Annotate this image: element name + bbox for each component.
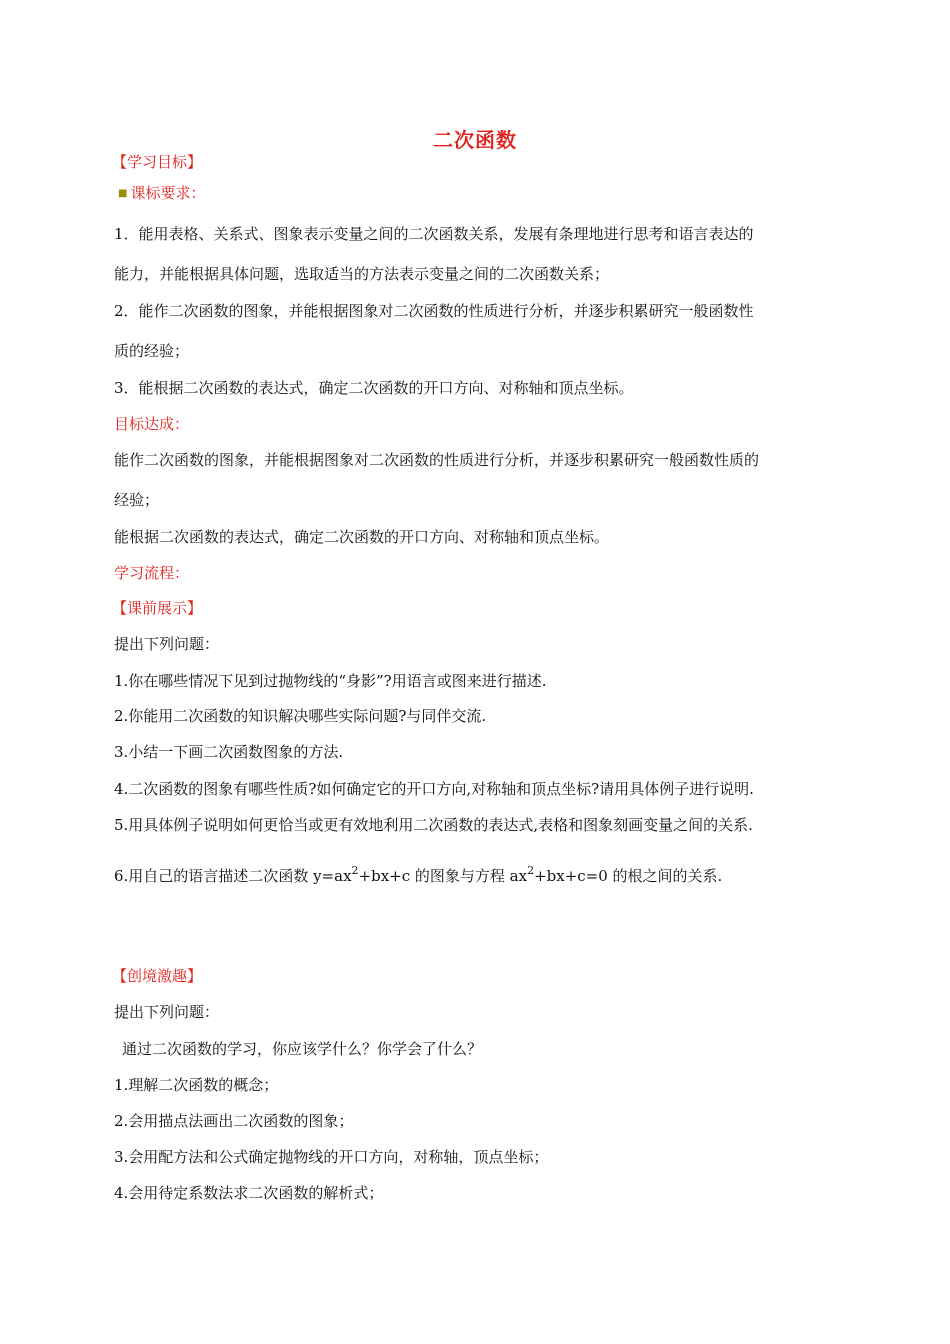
q6-part2: +bx+c 的图象与方程 ax — [358, 867, 528, 885]
q6-exponent: 2 — [351, 864, 359, 877]
bullet-dot-icon: ■ — [118, 188, 128, 199]
goals-header: 【学习目标】 — [112, 153, 203, 171]
intro-text: 通过二次函数的学习，你应该学什么？你学会了什么？ — [122, 1040, 483, 1058]
scenario-header: 【创境激趣】 — [112, 967, 203, 985]
requirement-line: 质的经验； — [114, 342, 190, 360]
preclass-header: 【课前展示】 — [112, 599, 203, 617]
achieve-line: 经验； — [114, 491, 160, 509]
list-item: 3.会用配方法和公式确定抛物线的开口方向，对称轴，顶点坐标； — [114, 1148, 549, 1166]
requirement-line: 能力，并能根据具体问题，选取适当的方法表示变量之间的二次函数关系； — [114, 265, 610, 283]
requirement-line: 2．能作二次函数的图象，并能根据图象对二次函数的性质进行分析，并逐步积累研究一般函数性 — [114, 302, 754, 320]
prompt-text-2: 提出下列问题： — [114, 1003, 220, 1021]
curriculum-label-row — [118, 183, 205, 206]
question-item: 5.用具体例子说明如何更恰当或更有效地利用二次函数的表达式,表格和图象刻画变量之间的关系. — [114, 816, 753, 834]
list-item: 2.会用描点法画出二次函数的图象； — [114, 1112, 354, 1130]
requirement-line: 1．能用表格、关系式、图象表示变量之间的二次函数关系，发展有条理地进行思考和语言表达的 — [114, 225, 754, 243]
question-item-6 — [114, 866, 722, 886]
requirement-line: 3．能根据二次函数的表达式，确定二次函数的开口方向、对称轴和顶点坐标。 — [114, 379, 634, 397]
q6-exponent: 2 — [527, 864, 535, 877]
achieve-label: 目标达成： — [114, 415, 190, 433]
question-item: 2.你能用二次函数的知识解决哪些实际问题?与同伴交流. — [114, 707, 487, 725]
question-item: 1.你在哪些情况下见到过抛物线的“身影”?用语言或图来进行描述. — [114, 672, 547, 690]
list-item: 4.会用待定系数法求二次函数的解析式； — [114, 1184, 384, 1202]
list-item: 1.理解二次函数的概念； — [114, 1076, 279, 1094]
achieve-line: 能作二次函数的图象，并能根据图象对二次函数的性质进行分析，并逐步积累研究一般函数性质的 — [114, 451, 760, 469]
achieve-line: 能根据二次函数的表达式，确定二次函数的开口方向、对称轴和顶点坐标。 — [114, 528, 610, 546]
flow-label: 学习流程： — [114, 564, 190, 582]
question-item: 4.二次函数的图象有哪些性质?如何确定它的开口方向,对称轴和顶点坐标?请用具体例子进行说明. — [114, 780, 754, 798]
q6-part3: +bx+c=0 的根之间的关系. — [534, 867, 723, 885]
question-item: 3.小结一下画二次函数图象的方法. — [114, 743, 344, 761]
q6-part1: 6.用自己的语言描述二次函数 y=ax — [114, 867, 352, 885]
page-title: 二次函数 — [433, 128, 517, 152]
prompt-text: 提出下列问题： — [114, 635, 220, 653]
curriculum-label: 课标要求： — [130, 184, 206, 202]
